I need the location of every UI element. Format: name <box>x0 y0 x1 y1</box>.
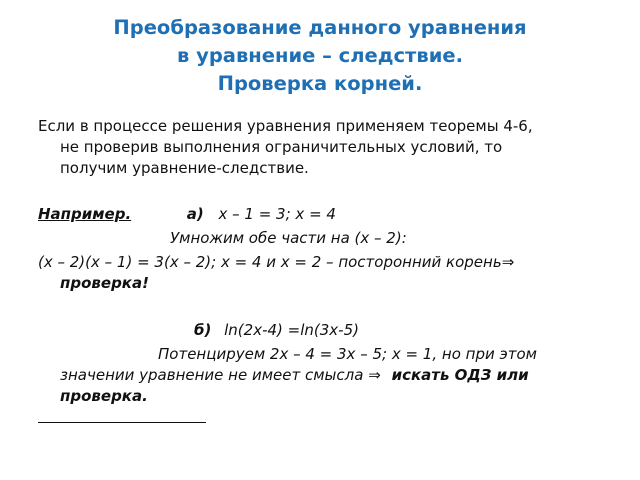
example-a-conclusion: проверка! <box>60 274 149 292</box>
example-a-row <box>38 204 336 224</box>
example-a-result: (х – 2)(х – 1) = 3(х – 2); х = 4 и х = 2 – посторонний корень <box>38 253 502 271</box>
example-b-equation: ln(2x-4) =ln(3x-5) <box>224 321 359 339</box>
implies-arrow-icon: ⇒ <box>368 366 381 384</box>
example-a-result-row <box>38 252 514 272</box>
implies-arrow-icon: ⇒ <box>501 253 515 271</box>
slide-title <box>0 14 640 98</box>
example-b-conclusion-1: искать ОДЗ или <box>391 366 529 384</box>
example-a-equation: х – 1 = 3; х = 4 <box>218 205 336 223</box>
example-b-continuation-row <box>60 365 529 385</box>
example-a-label: а) <box>186 205 204 223</box>
intro-line-2: не проверив выполнения ограничительных условий, то <box>60 138 503 156</box>
example-b-step: Потенцируем 2х – 4 = 3х – 5; х = 1, но при этом <box>158 345 537 363</box>
example-b-row <box>194 320 359 340</box>
intro-line-1: Если в процессе решения уравнения применяем теоремы 4-6, <box>38 117 533 135</box>
title-line-2: в уравнение – следствие. <box>177 44 463 67</box>
example-b-continuation: значении уравнение не имеет смысла <box>60 366 364 384</box>
example-a-step: Умножим обе части на (х – 2): <box>170 229 407 247</box>
example-b-conclusion-2: проверка. <box>60 387 148 405</box>
footer-divider <box>38 422 206 423</box>
title-line-1: Преобразование данного уравнения <box>113 16 527 39</box>
example-label: Например. <box>38 205 132 223</box>
title-line-3: Проверка корней. <box>217 72 423 95</box>
intro-line-3: получим уравнение-следствие. <box>60 159 309 177</box>
example-b-label: б) <box>194 321 212 339</box>
